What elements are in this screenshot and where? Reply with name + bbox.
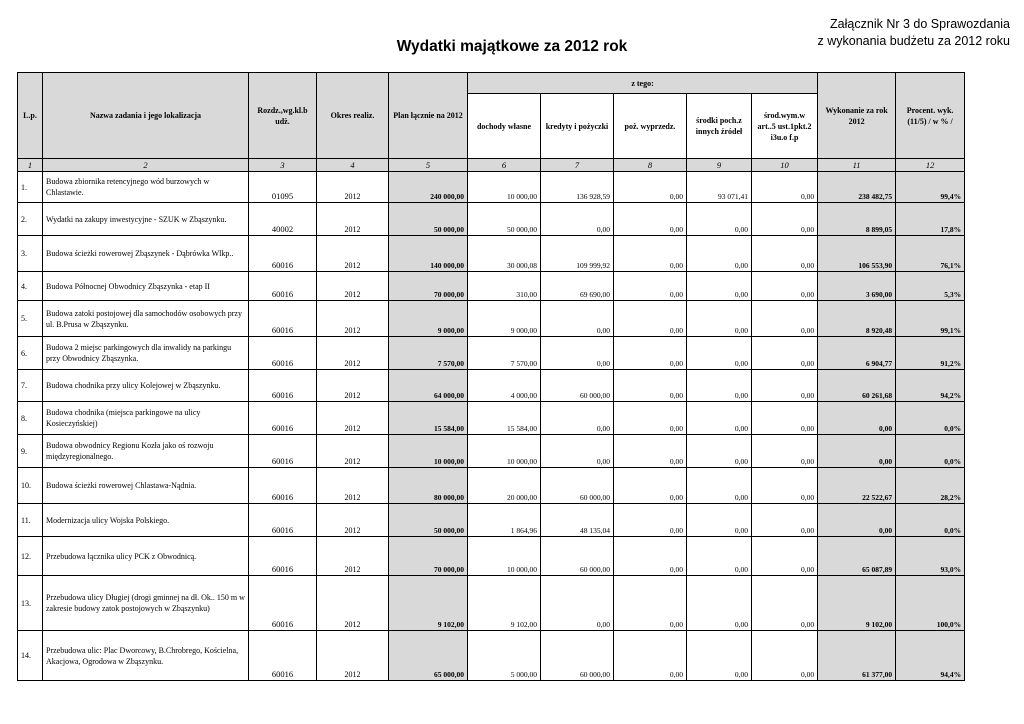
row-kredyty: 0,00 [541,203,614,236]
col-number: 2 [43,159,249,172]
row-plan: 50 000,00 [389,203,468,236]
row-srodki: 93 071,41 [687,172,752,203]
table-row [18,468,965,504]
table-row [18,576,965,631]
row-name: Przebudowa łącznika ulicy PCK z Obwodnicą. [43,537,249,576]
row-kredyty: 69 690,00 [541,272,614,301]
row-wykonanie: 8 920,48 [818,301,896,337]
row-srod-wym: 0,00 [752,537,818,576]
row-dochody: 5 000,00 [468,631,541,681]
row-rozdz: 60016 [249,468,317,504]
row-wykonanie: 3 690,00 [818,272,896,301]
row-plan: 70 000,00 [389,537,468,576]
row-dochody: 1 864,96 [468,504,541,537]
table-row [18,537,965,576]
row-lp: 5. [18,301,43,337]
row-srodki: 0,00 [687,504,752,537]
row-procent: 93,0% [896,537,965,576]
header-z-tego: z tego: [468,73,818,94]
header-plan: Plan łącznie na 2012 [389,73,468,159]
row-rozdz: 60016 [249,537,317,576]
table-row [18,435,965,468]
row-lp: 1. [18,172,43,203]
row-okres: 2012 [317,468,389,504]
row-name: Przebudowa ulicy Długiej (drogi gminnej na dł. Ok.. 150 m w zakresie budowy zatok postojowych w Zbąszynku) [43,576,249,631]
row-wykonanie: 61 377,00 [818,631,896,681]
row-lp: 6. [18,337,43,370]
row-dochody: 10 000,00 [468,537,541,576]
row-kredyty: 109 999,92 [541,236,614,272]
header-wykonanie: Wykonanie za rok 2012 [818,73,896,159]
expenditure-table [17,72,965,681]
row-lp: 14. [18,631,43,681]
row-srod-wym: 0,00 [752,337,818,370]
row-srodki: 0,00 [687,203,752,236]
row-name: Budowa chodnika przy ulicy Kolejowej w Zbąszynku. [43,370,249,402]
row-kredyty: 0,00 [541,402,614,435]
row-kredyty: 0,00 [541,576,614,631]
row-lp: 3. [18,236,43,272]
header-nazwa: Nazwa zadania i jego lokalizacja [43,73,249,159]
annex-line-2: z wykonania budżetu za 2012 roku [817,34,1010,48]
row-plan: 65 000,00 [389,631,468,681]
row-srod-wym: 0,00 [752,272,818,301]
row-dochody: 7 570,00 [468,337,541,370]
row-procent: 0,0% [896,504,965,537]
table-row [18,203,965,236]
row-plan: 9 000,00 [389,301,468,337]
row-poz: 0,00 [614,236,687,272]
row-lp: 4. [18,272,43,301]
row-lp: 10. [18,468,43,504]
row-procent: 94,4% [896,631,965,681]
row-name: Budowa ścieżki rowerowej Chlastawa-Nądnia. [43,468,249,504]
row-wykonanie: 106 553,90 [818,236,896,272]
row-srod-wym: 0,00 [752,435,818,468]
row-wykonanie: 65 087,89 [818,537,896,576]
table-row [18,631,965,681]
row-dochody: 4 000,00 [468,370,541,402]
row-rozdz: 60016 [249,435,317,468]
row-dochody: 10 000,00 [468,435,541,468]
header-poz: poż. wyprzedz. [614,94,687,159]
row-wykonanie: 9 102,00 [818,576,896,631]
row-srodki: 0,00 [687,537,752,576]
row-okres: 2012 [317,435,389,468]
row-wykonanie: 238 482,75 [818,172,896,203]
col-number: 6 [468,159,541,172]
row-poz: 0,00 [614,370,687,402]
row-srod-wym: 0,00 [752,402,818,435]
table-row [18,402,965,435]
row-srod-wym: 0,00 [752,631,818,681]
col-number: 4 [317,159,389,172]
header-lp: L.p. [18,73,43,159]
row-okres: 2012 [317,272,389,301]
row-name: Budowa 2 miejsc parkingowych dla inwalidy na parkingu przy Obwodnicy Zbąszynka. [43,337,249,370]
row-kredyty: 60 000,00 [541,370,614,402]
row-rozdz: 60016 [249,576,317,631]
row-name: Budowa chodnika (miejsca parkingowe na ulicy Kosieczyńskiej) [43,402,249,435]
row-kredyty: 0,00 [541,435,614,468]
col-number: 5 [389,159,468,172]
row-poz: 0,00 [614,504,687,537]
row-rozdz: 60016 [249,370,317,402]
row-srod-wym: 0,00 [752,301,818,337]
row-srod-wym: 0,00 [752,504,818,537]
row-srodki: 0,00 [687,435,752,468]
row-procent: 0,0% [896,402,965,435]
row-srodki: 0,00 [687,402,752,435]
annex-line-1: Załącznik Nr 3 do Sprawozdania [830,17,1010,31]
row-poz: 0,00 [614,337,687,370]
row-name: Budowa zatoki postojowej dla samochodów osobowych przy ul. B.Prusa w Zbąszynku. [43,301,249,337]
header-rozdz: Rozdz.,wg.kl.b udż. [249,73,317,159]
row-poz: 0,00 [614,172,687,203]
row-okres: 2012 [317,203,389,236]
row-dochody: 50 000,00 [468,203,541,236]
row-procent: 0,0% [896,435,965,468]
table-row [18,337,965,370]
row-srod-wym: 0,00 [752,203,818,236]
row-srodki: 0,00 [687,576,752,631]
row-kredyty: 0,00 [541,301,614,337]
row-plan: 80 000,00 [389,468,468,504]
table-row [18,272,965,301]
row-lp: 9. [18,435,43,468]
row-plan: 7 570,00 [389,337,468,370]
row-srod-wym: 0,00 [752,576,818,631]
row-plan: 50 000,00 [389,504,468,537]
row-plan: 10 000,00 [389,435,468,468]
col-number: 12 [896,159,965,172]
row-rozdz: 60016 [249,631,317,681]
row-okres: 2012 [317,172,389,203]
row-poz: 0,00 [614,402,687,435]
document-title: Wydatki majątkowe za 2012 rok [396,38,628,55]
table-body [18,172,965,681]
row-kredyty: 136 928,59 [541,172,614,203]
row-lp: 8. [18,402,43,435]
table-row [18,236,965,272]
row-okres: 2012 [317,537,389,576]
row-poz: 0,00 [614,203,687,236]
row-name: Budowa obwodnicy Regionu Kozła jako oś rozwoju międzyregionalnego. [43,435,249,468]
row-srod-wym: 0,00 [752,172,818,203]
row-srodki: 0,00 [687,468,752,504]
row-procent: 100,0% [896,576,965,631]
row-dochody: 9 102,00 [468,576,541,631]
col-number: 10 [752,159,818,172]
col-number: 11 [818,159,896,172]
row-rozdz: 01095 [249,172,317,203]
row-wykonanie: 8 899,05 [818,203,896,236]
table-row [18,504,965,537]
row-rozdz: 60016 [249,272,317,301]
row-name: Przebudowa ulic: Plac Dworcowy, B.Chrobrego, Kościelna, Akacjowa, Ogrodowa w Zbąszynku. [43,631,249,681]
row-rozdz: 60016 [249,504,317,537]
row-poz: 0,00 [614,301,687,337]
header-row-top [18,73,965,94]
col-number: 9 [687,159,752,172]
row-rozdz: 60016 [249,236,317,272]
row-procent: 28,2% [896,468,965,504]
row-dochody: 310,00 [468,272,541,301]
row-procent: 99,4% [896,172,965,203]
row-plan: 15 584,00 [389,402,468,435]
row-okres: 2012 [317,337,389,370]
row-wykonanie: 22 522,67 [818,468,896,504]
column-number-row [18,159,965,172]
row-dochody: 20 000,00 [468,468,541,504]
row-poz: 0,00 [614,468,687,504]
row-poz: 0,00 [614,435,687,468]
row-lp: 11. [18,504,43,537]
col-number: 1 [18,159,43,172]
header-kredyty: kredyty i pożyczki [541,94,614,159]
row-kredyty: 0,00 [541,337,614,370]
row-srodki: 0,00 [687,370,752,402]
row-srod-wym: 0,00 [752,236,818,272]
row-srodki: 0,00 [687,301,752,337]
header-dochody: dochody własne [468,94,541,159]
row-okres: 2012 [317,236,389,272]
row-wykonanie: 0,00 [818,504,896,537]
row-lp: 7. [18,370,43,402]
row-srodki: 0,00 [687,236,752,272]
row-name: Budowa zbiornika retencyjnego wód burzowych w Chlastawie. [43,172,249,203]
row-procent: 17,8% [896,203,965,236]
row-srod-wym: 0,00 [752,468,818,504]
row-poz: 0,00 [614,576,687,631]
row-wykonanie: 60 261,68 [818,370,896,402]
header-okres: Okres realiz. [317,73,389,159]
col-number: 7 [541,159,614,172]
row-name: Modernizacja ulicy Wojska Polskiego. [43,504,249,537]
row-srodki: 0,00 [687,631,752,681]
row-lp: 13. [18,576,43,631]
row-srodki: 0,00 [687,337,752,370]
row-wykonanie: 0,00 [818,435,896,468]
row-plan: 240 000,00 [389,172,468,203]
row-kredyty: 60 000,00 [541,537,614,576]
row-poz: 0,00 [614,537,687,576]
row-kredyty: 60 000,00 [541,468,614,504]
row-wykonanie: 6 904,77 [818,337,896,370]
row-okres: 2012 [317,576,389,631]
row-okres: 2012 [317,370,389,402]
row-poz: 0,00 [614,631,687,681]
col-number: 3 [249,159,317,172]
row-name: Wydatki na zakupy inwestycyjne - SZUK w Zbąszynku. [43,203,249,236]
row-lp: 2. [18,203,43,236]
row-procent: 99,1% [896,301,965,337]
row-procent: 76,1% [896,236,965,272]
row-dochody: 9 000,00 [468,301,541,337]
row-procent: 5,3% [896,272,965,301]
row-okres: 2012 [317,631,389,681]
row-plan: 70 000,00 [389,272,468,301]
row-srod-wym: 0,00 [752,370,818,402]
row-kredyty: 60 000,00 [541,631,614,681]
row-poz: 0,00 [614,272,687,301]
row-name: Budowa ścieżki rowerowej Zbąszynek - Dąbrówka Wlkp.. [43,236,249,272]
row-rozdz: 60016 [249,337,317,370]
row-lp: 12. [18,537,43,576]
row-plan: 140 000,00 [389,236,468,272]
row-rozdz: 40002 [249,203,317,236]
row-srodki: 0,00 [687,272,752,301]
row-procent: 91,2% [896,337,965,370]
table-row [18,370,965,402]
header-srod-wym: środ.wym.w art..5 ust.1pkt.2 i3u.o f.p [752,94,818,159]
col-number: 8 [614,159,687,172]
row-plan: 64 000,00 [389,370,468,402]
row-okres: 2012 [317,402,389,435]
row-name: Budowa Północnej Obwodnicy Zbąszynka - etap II [43,272,249,301]
row-rozdz: 60016 [249,301,317,337]
row-dochody: 10 000,00 [468,172,541,203]
row-okres: 2012 [317,504,389,537]
row-wykonanie: 0,00 [818,402,896,435]
table-row [18,172,965,203]
row-dochody: 15 584,00 [468,402,541,435]
row-kredyty: 48 135,04 [541,504,614,537]
row-procent: 94,2% [896,370,965,402]
row-plan: 9 102,00 [389,576,468,631]
header-procent: Procent. wyk. (11/5) / w % / [896,73,965,159]
row-dochody: 30 000,08 [468,236,541,272]
table-row [18,301,965,337]
row-okres: 2012 [317,301,389,337]
row-rozdz: 60016 [249,402,317,435]
header-srodki: środki poch.z innych źródeł [687,94,752,159]
